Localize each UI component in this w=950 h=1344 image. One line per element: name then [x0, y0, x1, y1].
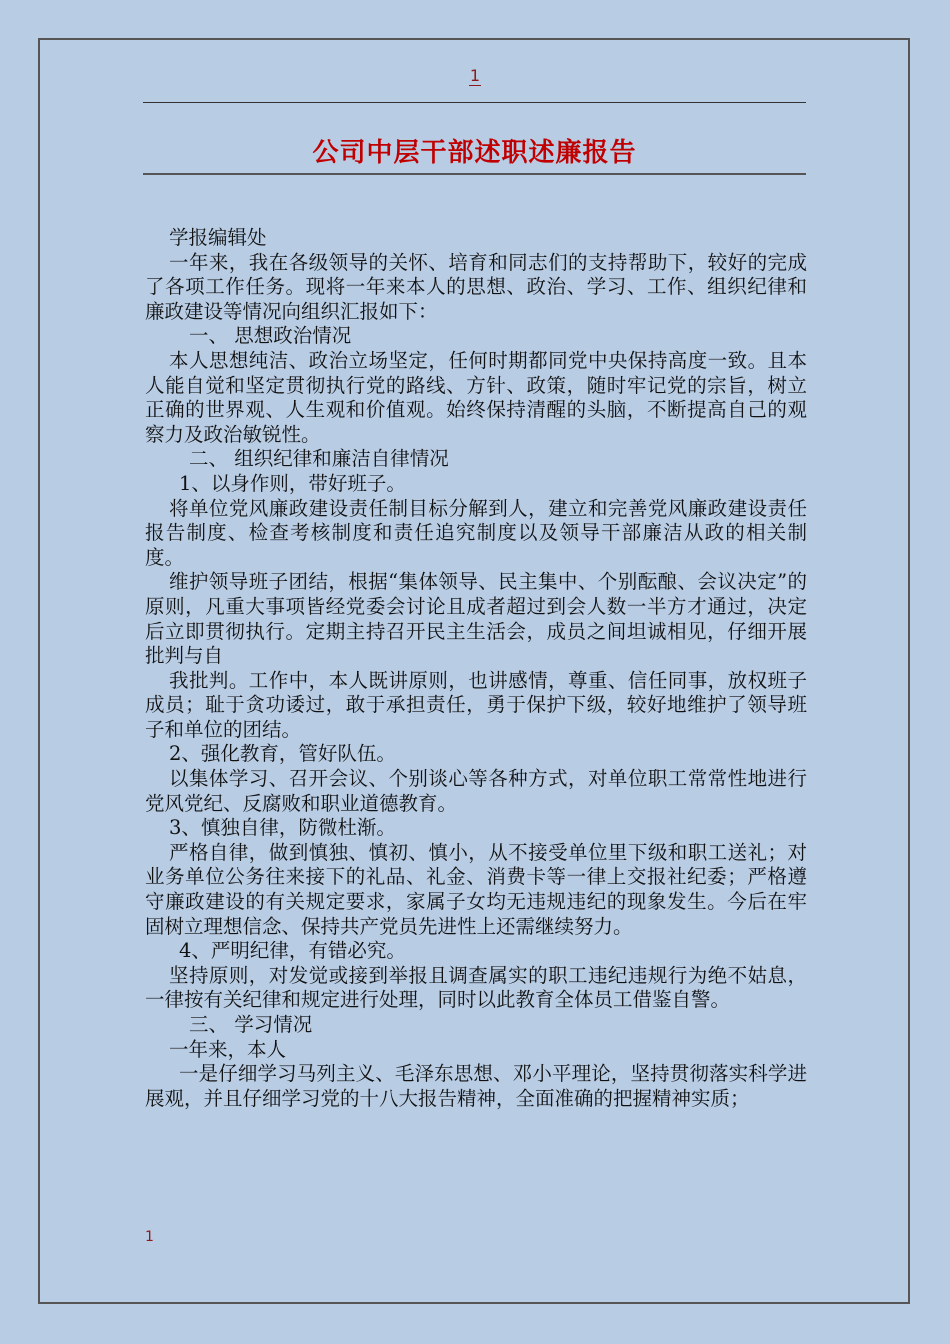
paragraph: 将单位党风廉政建设责任制目标分解到人，建立和完善党风廉政建设责任报告制度、检查考核制度和责任追究制度以及领导干部廉洁从政的相关制度。 — [145, 496, 807, 569]
document-title: 公司中层干部述职述廉报告 — [312, 138, 637, 168]
paragraph: 一年来，本人 — [169, 1037, 287, 1061]
paragraph: 一年来，我在各级领导的关怀、培育和同志们的支持帮助下，较好的完成了各项工作任务。现将一年来本人的思想、政治、学习、工作、组织纪律和廉政建设等情况向组织汇报如下： — [145, 250, 807, 323]
paragraph: 3、慎独自律，防微杜渐。 — [169, 816, 396, 840]
paragraph: 二、 组织纪律和廉洁自律情况 — [189, 447, 449, 471]
header-page-number-text: 1 — [469, 66, 481, 85]
paragraph: 1、以身作则，带好班子。 — [179, 471, 406, 495]
paragraph: 4、严明纪律，有错必究。 — [179, 939, 406, 963]
paragraph: 我批判。工作中，本人既讲原则，也讲感情，尊重、信任同事，放权班子成员；耻于贪功诿过，敢于承担责任，勇于保护下级，较好地维护了领导班子和单位的团结。 — [145, 668, 807, 741]
paragraph: 坚持原则，对发觉或接到举报且调查属实的职工违纪违规行为绝不姑息，一律按有关纪律和规定进行处理，同时以此教育全体员工借鉴自警。 — [145, 963, 807, 1012]
paragraph: 本人思想纯洁、政治立场坚定，任何时期都同党中央保持高度一致。且本人能自觉和坚定贯彻执行党的路线、方针、政策，随时牢记党的宗旨，树立正确的世界观、人生观和价值观。始终保持清醒的头脑，不断提高自己的观察力及政治敏锐性。 — [145, 348, 807, 446]
paragraph: 维护领导班子团结，根据“集体领导、民主集中、个别酝酿、会议决定”的原则，凡重大事项皆经党委会讨论且成者超过到会人数一半方才通过，决定后立即贯彻执行。定期主持召开民主生活会，成员之间坦诚相见，仔细开展批判与自 — [145, 570, 807, 668]
header-page-number — [0, 66, 950, 86]
paragraph: 以集体学习、召开会议、个别谈心等各种方式，对单位职工常常性地进行党风党纪、反腐败和职业道德教育。 — [145, 767, 807, 815]
paragraph: 三、 学习情况 — [189, 1013, 313, 1036]
document-body — [145, 226, 807, 1111]
paragraph: 学报编辑处 — [169, 226, 267, 249]
title-rule — [143, 173, 806, 175]
paragraph: 一是仔细学习马列主义、毛泽东思想、邓小平理论，坚持贯彻落实科学进展观，并且仔细学习党的十八大报告精神，全面准确的把握精神实质； — [145, 1062, 807, 1110]
header-rule — [143, 102, 806, 103]
footer-page-number: 1 — [145, 1229, 154, 1245]
paragraph: 一、 思想政治情况 — [189, 324, 352, 348]
paragraph: 2、强化教育，管好队伍。 — [169, 742, 396, 766]
paragraph: 严格自律，做到慎独、慎初、慎小，从不接受单位里下级和职工送礼；对业务单位公务往来接下的礼品、礼金、消费卡等一律上交报社纪委；严格遵守廉政建设的有关规定要求，家属子女均无违规违纪的现象发生。今后在牢固树立理想信念、保持共产党员先进性上还需继续努力。 — [145, 840, 807, 938]
